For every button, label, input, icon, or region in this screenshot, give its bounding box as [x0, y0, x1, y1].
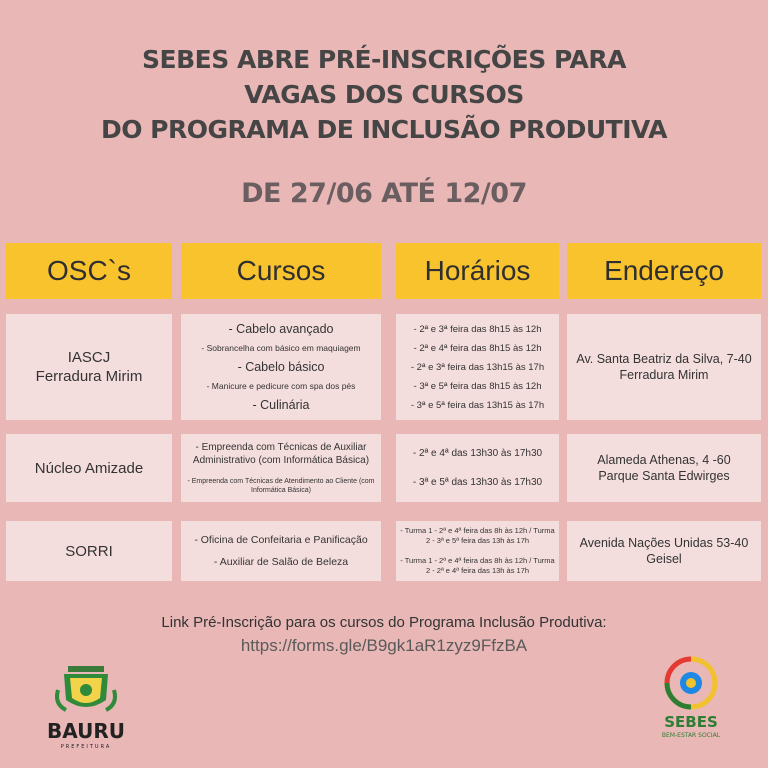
header-cursos: Cursos [181, 243, 381, 299]
header-osc: OSC`s [6, 243, 172, 299]
endereco-cell-3 [567, 521, 761, 581]
schedule-item: - 2ª e 3ª feira das 13h15 às 17h [411, 358, 544, 377]
sebes-logo [656, 655, 726, 755]
horarios-cell-1 [396, 314, 559, 420]
bauru-name: BAURU [47, 719, 125, 743]
sebes-emblem-icon [656, 655, 726, 755]
address-line: Geisel [646, 552, 682, 566]
osc-cell-1 [6, 314, 172, 420]
bauru-coat-of-arms-icon [40, 660, 132, 752]
header-endereco: Endereço [567, 243, 761, 299]
course-item: - Culinária [253, 396, 310, 415]
osc-name-sub: Ferradura Mirim [35, 368, 143, 385]
schedule-item: - Turma 1 - 2ª e 4ª feira das 8h às 12h / Turma 2 - 2ª e 4ª feira das 13h às 17h [400, 556, 555, 576]
link-label: Link Pré-Inscrição para os cursos do Programa Inclusão Produtiva: [161, 614, 607, 631]
horarios-cell-2 [396, 434, 559, 502]
schedule-item: - 2ª e 3ª feira das 8h15 às 12h [414, 320, 542, 339]
cursos-cell-2 [181, 434, 381, 502]
schedule-item: - 3ª e 5ª das 13h30 às 17h30 [413, 475, 542, 490]
title-line-3: DO PROGRAMA DE INCLUSÃO PRODUTIVA [100, 115, 668, 144]
address-line: Ferradura Mirim [619, 368, 709, 382]
sebes-name: SEBES [664, 713, 718, 731]
endereco-cell-1 [567, 314, 761, 420]
osc-name: SORRI [65, 542, 113, 560]
title-line-2: VAGAS DOS CURSOS [244, 80, 524, 109]
cursos-cell-1 [181, 314, 381, 420]
bauru-logo [40, 660, 132, 752]
osc-cell-3 [6, 521, 172, 581]
title-line-1: SEBES ABRE PRÉ-INSCRIÇÕES PARA [142, 45, 626, 74]
bauru-sub: PREFEITURA [60, 744, 112, 750]
course-item: - Sobrancelha com básico em maquiagem [201, 339, 360, 358]
registration-link[interactable]: https://forms.gle/B9gk1aR1zyz9FfzBA [240, 636, 528, 655]
course-item: - Cabelo avançado [229, 320, 334, 339]
cursos-cell-3 [181, 521, 381, 581]
horarios-cell-3 [396, 521, 559, 581]
course-item: - Cabelo básico [238, 358, 325, 377]
schedule-item: - 3ª e 5ª feira das 13h15 às 17h [411, 396, 544, 415]
date-range: DE 27/06 ATÉ 12/07 [241, 178, 527, 209]
osc-cell-2 [6, 434, 172, 502]
schedule-item: - 3ª e 5ª feira das 8h15 às 12h [414, 377, 542, 396]
osc-name: Núcleo Amizade [34, 459, 144, 477]
schedule-item: - 2ª e 4ª das 13h30 às 17h30 [413, 446, 542, 461]
address-line: Avenida Nações Unidas 53-40 [579, 536, 749, 550]
schedule-item: - Turma 1 - 2ª e 4ª feira das 8h às 12h / Turma 2 - 3ª e 5ª feira das 13h às 17h [400, 526, 555, 546]
osc-name: IASCJ [67, 349, 111, 366]
course-item: - Empreenda com Técnicas de Auxiliar Administrativo (com Informática Básica) [185, 441, 377, 467]
page-title [0, 42, 768, 147]
schedule-item: - 2ª e 4ª feira das 8h15 às 12h [414, 339, 542, 358]
course-item: - Empreenda com Técnicas de Atendimento ao Cliente (com Informática Básica) [185, 477, 377, 495]
address-line: Av. Santa Beatriz da Silva, 7-40 [576, 352, 752, 366]
course-item: - Manicure e pedicure com spa dos pés [207, 377, 356, 396]
address-line: Alameda Athenas, 4 -60 [597, 453, 731, 467]
course-item: - Auxiliar de Salão de Beleza [214, 551, 348, 573]
sebes-sub: BEM-ESTAR SOCIAL [661, 732, 721, 739]
course-item: - Oficina de Confeitaria e Panificação [194, 529, 367, 551]
header-horarios: Horários [396, 243, 559, 299]
address-line: Parque Santa Edwirges [598, 469, 730, 483]
endereco-cell-2 [567, 434, 761, 502]
